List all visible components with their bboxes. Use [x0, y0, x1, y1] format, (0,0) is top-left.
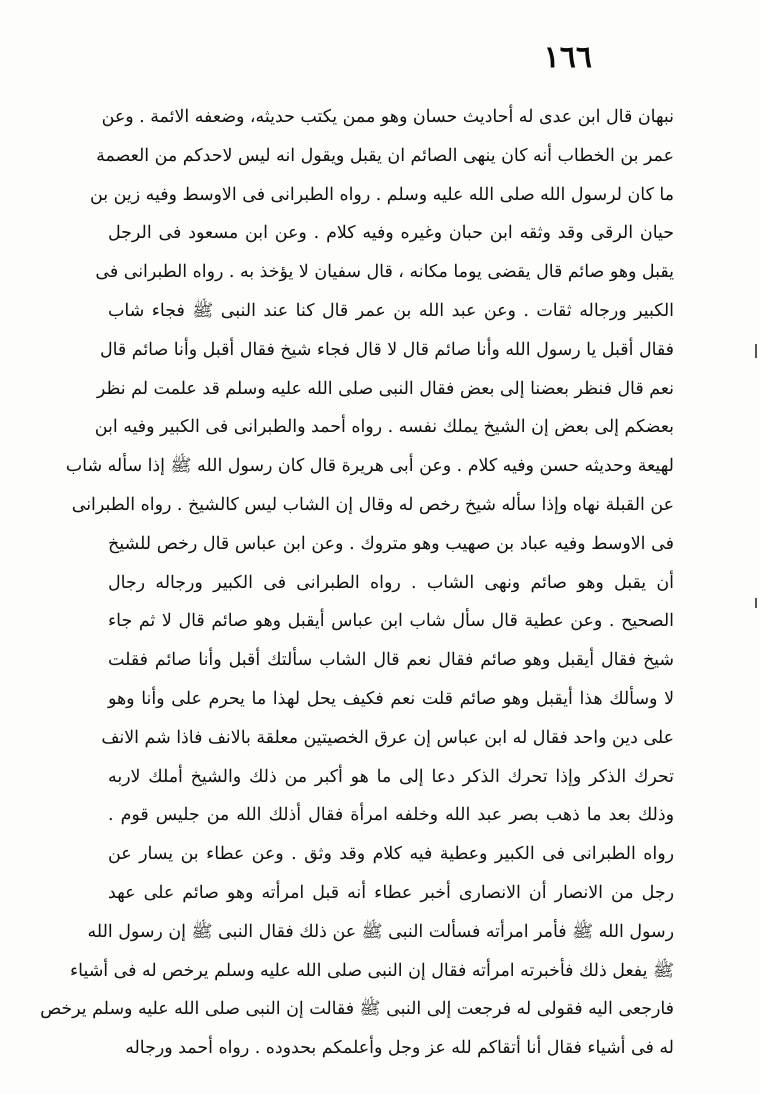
body-text: [40, 98, 674, 1068]
text-line: رواه الطبرانى فى الكبير وعطية فيه كلام وقد وثق . وعن عطاء بن يسار عن: [108, 844, 674, 865]
text-line: عن القبلة نهاه وإذا سأله شيخ رخص له وقال إن الشاب ليس كالشيخ . رواه الطبرانى: [71, 494, 674, 515]
text-line: أن يقبل وهو صائم ونهى الشاب . رواه الطبرانى فى الكبير ورجاله رجال: [108, 572, 674, 593]
text-line: حيان الرقى وقد وثقه ابن حبان وغيره وفيه كلام . وعن ابن مسعود فى الرجل: [108, 223, 674, 244]
text-line: الكبير ورجاله ثقات . وعن عبد الله بن عمر قال كنا عند النبى ﷺ فجاء شاب: [108, 300, 674, 321]
text-line: لا وسألك هذا أيقبل وهو صائم قلت نعم فكيف يحل لهذا ما يحرم على وأنا وهو: [108, 688, 674, 709]
text-line: نبهان قال ابن عدى له أحاديث حسان وهو ممن يكتب حديثه، وضعفه الائمة . وعن: [101, 107, 674, 127]
text-line: وذلك بعد ما ذهب بصر عبد الله وخلفه امرأة فقال أذلك الله من جليس قوم .: [108, 805, 674, 826]
scan-edge-mark: [755, 598, 757, 608]
text-line: لهيعة وحديثه حسن وفيه كلام . وعن أبى هريرة قال كان رسول الله ﷺ إذا سأله شاب: [65, 456, 674, 477]
text-line: تحرك الذكر وإذا تحرك الذكر دعا إلى ما هو أكبر من ذلك والشيخ أملك لاربه: [108, 766, 674, 787]
text-line: عمر بن الخطاب أنه كان ينهى الصائم ان يقبل ويقول انه ليس لاحدكم من العصمة: [96, 145, 674, 166]
text-line: ﷺ يفعل ذلك فأخبرته امرأته فقال إن النبى صلى الله عليه وسلم يرخص له فى أشياء: [70, 960, 674, 981]
text-line: له فى أشياء فقال أنا أتقاكم لله عز وجل وأعلمكم بحدوده . رواه أحمد ورجاله: [125, 1038, 674, 1059]
scan-edge-mark: [755, 344, 757, 358]
page-number: ١٦٦: [543, 40, 592, 75]
text-line: يقبل وهو صائم قال يقضى يوما مكانه ، قال سفيان لا يؤخذ به . رواه الطبرانى فى: [95, 262, 674, 283]
text-line: على دين واحد فقال له ابن عباس إن عرق الخصيتين معلقة بالانف فاذا شم الانف: [101, 727, 674, 748]
text-line: فقال أقبل يا رسول الله وأنا صائم قال لا قال فجاء شيخ فقال أقبل وأنا صائم قال: [99, 339, 674, 360]
text-line: نعم قال فنظر بعضنا إلى بعض فقال النبى صلى الله عليه وسلم قد علمت لم نظر: [96, 378, 674, 399]
text-line: فارجعى اليه فقولى له فرجعت إلى النبى ﷺ فقالت إن النبى صلى الله عليه وسلم يرخص: [40, 999, 674, 1020]
text-line: رسول الله ﷺ فأمر امرأته فسألت النبى ﷺ عن ذلك فقال النبى ﷺ إن رسول الله: [87, 921, 674, 942]
text-line: بعضكم إلى بعض إن الشيخ يملك نفسه . رواه أحمد والطبرانى فى الكبير وفيه ابن: [94, 417, 674, 438]
text-line: رجل من الانصار أن الانصارى أخبر عطاء أنه قبل امرأته وهو صائم على عهد: [108, 882, 674, 903]
text-line: فى الاوسط وفيه عباد بن صهيب وهو متروك . وعن ابن عباس قال رخص للشيخ: [108, 533, 674, 554]
text-line: الصحيح . وعن عطية قال سأل شاب ابن عباس أيقبل وهو صائم قال لا ثم جاء: [108, 611, 674, 632]
text-line: شيخ فقال أيقبل وهو صائم فقال نعم قال الشاب سألتك أقبل وأنا صائم فقلت: [108, 650, 674, 671]
text-line: ما كان لرسول الله صلى الله عليه وسلم . رواه الطبرانى فى الاوسط وفيه زين بن: [90, 184, 674, 205]
